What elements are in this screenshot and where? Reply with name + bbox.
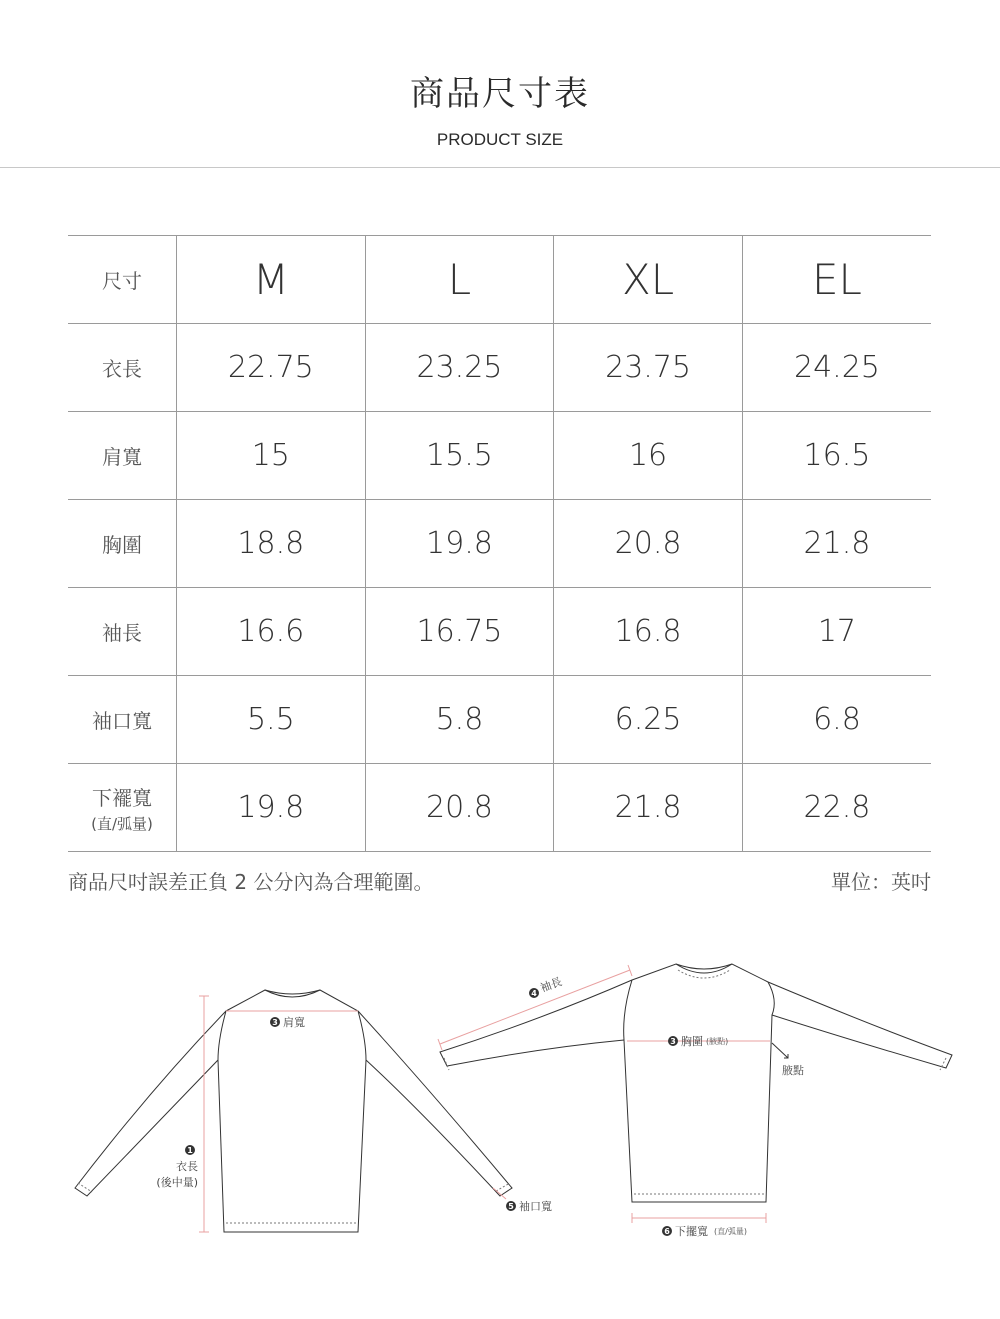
chest-number: 3	[670, 1037, 676, 1046]
measurement-value: 22.75	[177, 324, 366, 412]
chest-label: 胸圍	[681, 1035, 703, 1048]
size-header-xl: XL	[554, 236, 743, 324]
measurement-label-cell	[68, 324, 177, 412]
measurement-value: 21.8	[742, 500, 931, 588]
armpit-label: 腋點	[782, 1064, 804, 1077]
chest-sub-label: (腋點)	[706, 1037, 729, 1046]
length-number: 1	[187, 1146, 193, 1155]
page-title: 商品尺寸表	[410, 74, 590, 114]
header-divider	[0, 167, 1000, 168]
length-label: 衣長	[176, 1160, 198, 1173]
measurement-value: 16.6	[177, 588, 366, 676]
shoulder-label: 肩寬	[283, 1016, 305, 1029]
hem-number: 6	[664, 1227, 670, 1236]
measurement-label: 衣長	[102, 357, 142, 381]
back-shoulder-marker	[270, 1015, 305, 1029]
size-header-l: L	[365, 236, 554, 324]
back-cuff-marker	[506, 1199, 552, 1213]
measurement-label-cell	[68, 676, 177, 764]
measurement-label: 下襬寬	[92, 785, 152, 810]
length-sub-label: (後中量)	[156, 1176, 198, 1189]
size-row	[68, 764, 931, 852]
sleeve-label: 袖長	[538, 975, 564, 995]
size-table-body	[68, 236, 931, 852]
size-header-el: EL	[742, 236, 931, 324]
measurement-value: 5.8	[365, 676, 554, 764]
measurement-value: 19.8	[365, 500, 554, 588]
shoulder-number: 3	[272, 1018, 278, 1027]
measurement-value: 5.5	[177, 676, 366, 764]
measurement-value: 21.8	[554, 764, 743, 852]
hem-sub-label: (直/弧量)	[714, 1227, 747, 1236]
measurement-value: 15.5	[365, 412, 554, 500]
size-row	[68, 412, 931, 500]
tolerance-note: 商品尺吋誤差正負 2 公分內為合理範圍。	[68, 870, 434, 894]
measurement-value: 20.8	[365, 764, 554, 852]
front-sleeve-marker	[529, 974, 564, 998]
front-shirt-outline	[440, 964, 952, 1202]
measurement-value: 22.8	[742, 764, 931, 852]
hem-label: 下擺寬	[675, 1225, 708, 1238]
measurement-value: 19.8	[177, 764, 366, 852]
front-armpit-pointer	[772, 1043, 788, 1058]
size-header-row	[68, 236, 931, 324]
measurement-label-cell	[68, 412, 177, 500]
measurement-value: 23.25	[365, 324, 554, 412]
measurement-value: 24.25	[742, 324, 931, 412]
front-armpit-marker	[782, 1063, 804, 1077]
measurement-value: 16	[554, 412, 743, 500]
measurement-label-cell	[68, 588, 177, 676]
front-chest-marker	[668, 1034, 728, 1048]
measurement-label: 袖長	[102, 621, 142, 645]
measurement-label: 肩寬	[102, 445, 142, 469]
size-header-m: M	[177, 236, 366, 324]
size-row	[68, 500, 931, 588]
measurement-value: 17	[742, 588, 931, 676]
measurement-value: 23.75	[554, 324, 743, 412]
front-measure-lines	[438, 965, 770, 1223]
cuff-number: 5	[508, 1202, 514, 1211]
page-subtitle: PRODUCT SIZE	[436, 130, 564, 149]
measurement-label-cell	[68, 764, 177, 852]
measurement-value: 18.8	[177, 500, 366, 588]
sleeve-number: 4	[531, 989, 537, 998]
measurement-label: 袖口寬	[92, 709, 152, 733]
measurement-value: 15	[177, 412, 366, 500]
unit-label: 單位：英吋	[831, 870, 931, 894]
measurement-value: 16.8	[554, 588, 743, 676]
size-table	[68, 235, 931, 852]
measurement-diagram	[0, 940, 1000, 1270]
front-hem-marker	[662, 1224, 747, 1238]
corner-label: 尺寸	[68, 236, 177, 324]
back-length-marker	[156, 1145, 198, 1189]
measurement-value: 16.5	[742, 412, 931, 500]
size-row	[68, 676, 931, 764]
measurement-sub-label: (直/弧量)	[91, 814, 153, 833]
measurement-value: 20.8	[554, 500, 743, 588]
size-row	[68, 324, 931, 412]
measurement-label-cell	[68, 500, 177, 588]
size-row	[68, 588, 931, 676]
measurement-value: 6.8	[742, 676, 931, 764]
measurement-label: 胸圍	[102, 533, 142, 557]
measurement-value: 6.25	[554, 676, 743, 764]
back-measure-lines	[199, 996, 506, 1232]
measurement-value: 16.75	[365, 588, 554, 676]
cuff-label: 袖口寬	[519, 1200, 552, 1213]
